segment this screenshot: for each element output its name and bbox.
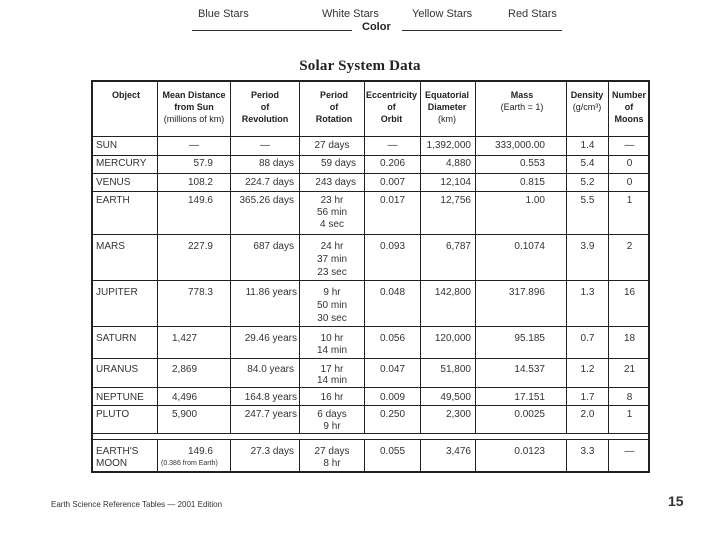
- object-name: SUN: [96, 140, 118, 151]
- distance-value: —: [189, 140, 199, 151]
- row-divider: [91, 358, 650, 359]
- row-divider: [91, 439, 650, 440]
- header-eccentricity: Eccentricity of Orbit: [365, 90, 418, 124]
- eccentricity-value: 0.206: [379, 158, 406, 169]
- moons-value: 16: [623, 287, 636, 298]
- rotation-value: 37 min: [316, 254, 347, 265]
- moons-value: 1: [626, 195, 633, 206]
- eccentricity-value: 0.093: [379, 241, 406, 252]
- object-name: JUPITER: [96, 287, 138, 298]
- header-object: Object: [111, 90, 140, 100]
- density-value: 5.4: [580, 158, 595, 169]
- revolution-value: 11.86 years: [245, 287, 297, 298]
- mass-value: 0.0025: [514, 409, 545, 420]
- rotation-value: 8 hr: [323, 458, 341, 469]
- density-value: 1.2: [580, 364, 595, 375]
- header-divider: [91, 136, 650, 137]
- color-key-white-stars: White Stars: [322, 8, 379, 20]
- row-divider: [91, 234, 650, 235]
- rotation-value: 50 min: [316, 300, 347, 311]
- density-value: 3.9: [580, 241, 595, 252]
- object-name: EARTH'S: [96, 446, 139, 457]
- density-value: 5.5: [580, 195, 595, 206]
- revolution-value: 29.46 years: [244, 333, 297, 344]
- density-value: 1.4: [580, 140, 595, 151]
- header-diameter: Equatorial Diameter (km): [424, 90, 469, 124]
- object-name: SATURN: [96, 333, 137, 344]
- color-key-yellow-stars: Yellow Stars: [412, 8, 473, 20]
- eccentricity-value: 0.007: [379, 177, 406, 188]
- column-divider: [475, 80, 476, 433]
- eccentricity-value: 0.048: [379, 287, 406, 298]
- moons-value: —: [624, 140, 635, 151]
- rotation-value: 243 days: [315, 177, 356, 188]
- object-name: URANUS: [96, 364, 139, 375]
- color-key-line-left: [192, 30, 352, 31]
- distance-value: 4,496: [172, 392, 198, 403]
- column-divider: [608, 80, 609, 433]
- diameter-value: 6,787: [445, 241, 471, 252]
- rotation-value: 16 hr: [320, 392, 344, 403]
- header-mass: Mass (Earth = 1): [500, 90, 544, 112]
- distance-value: 57.9: [193, 158, 213, 169]
- mass-value: 14.537: [514, 364, 545, 375]
- revolution-value: —: [260, 140, 270, 151]
- row-divider: [91, 191, 650, 192]
- diameter-value: 142,800: [434, 287, 471, 298]
- diameter-value: 49,500: [440, 392, 471, 403]
- moons-value: 2: [626, 241, 633, 252]
- page-number: 15: [668, 493, 684, 509]
- rotation-value: 9 hr: [323, 287, 341, 298]
- mass-value: 1.00: [525, 195, 545, 206]
- revolution-value: 88 days: [258, 158, 294, 169]
- page-title: Solar System Data: [299, 58, 421, 74]
- moons-value: 18: [623, 333, 636, 344]
- eccentricity-value: 0.055: [379, 446, 406, 457]
- mass-value: 0.0123: [514, 446, 545, 457]
- distance-value: 5,900: [172, 409, 198, 420]
- footer-text: Earth Science Reference Tables — 2001 Edition: [51, 500, 223, 509]
- rotation-value: 56 min: [316, 207, 347, 218]
- column-divider: [566, 80, 567, 433]
- object-name: PLUTO: [96, 409, 130, 420]
- row-divider: [91, 326, 650, 327]
- revolution-value: 687 days: [253, 241, 294, 252]
- column-divider: [230, 80, 231, 433]
- object-name: MERCURY: [96, 158, 147, 169]
- moons-value: —: [624, 446, 635, 457]
- row-divider: [91, 155, 650, 156]
- color-key-red-stars: Red Stars: [508, 8, 557, 20]
- header-revolution: Period of Revolution: [241, 90, 289, 124]
- diameter-value: 12,104: [440, 177, 471, 188]
- rotation-value: 24 hr: [320, 241, 344, 252]
- rotation-value: 59 days: [320, 158, 356, 169]
- color-key-blue-stars: Blue Stars: [198, 8, 249, 20]
- rotation-value: 23 hr: [320, 195, 344, 206]
- density-value: 5.2: [580, 177, 595, 188]
- rotation-value: 9 hr: [323, 421, 341, 432]
- distance-value: 149.6: [187, 195, 213, 206]
- column-divider: [420, 80, 421, 433]
- distance-value: 108.2: [187, 177, 213, 188]
- color-key: [190, 6, 570, 36]
- header-distance: Mean Distance from Sun (millions of km): [162, 90, 226, 124]
- density-value: 0.7: [580, 333, 595, 344]
- header-moons: Number of Moons: [611, 90, 646, 124]
- moons-value: 0: [626, 158, 633, 169]
- object-name: NEPTUNE: [96, 392, 144, 403]
- mass-value: 0.1074: [514, 241, 545, 252]
- diameter-value: 3,476: [445, 446, 471, 457]
- rotation-value: 6 days: [317, 409, 347, 420]
- distance-value: 149.6: [187, 446, 213, 457]
- density-value: 1.7: [580, 392, 595, 403]
- moons-value: 0: [626, 177, 633, 188]
- distance-value: 1,427: [172, 333, 198, 344]
- eccentricity-value: 0.250: [379, 409, 406, 420]
- density-value: 3.3: [580, 446, 595, 457]
- revolution-value: 164.8 years: [244, 392, 297, 403]
- distance-value: 227.9: [187, 241, 213, 252]
- revolution-value: 224.7 days: [245, 177, 294, 188]
- distance-value: 2,869: [172, 364, 198, 375]
- mass-value: 95.185: [514, 333, 545, 344]
- color-key-title: Color: [362, 21, 391, 33]
- eccentricity-value: 0.009: [379, 392, 406, 403]
- header-density: Density (g/cm³): [570, 90, 604, 112]
- rotation-value: 23 sec: [317, 267, 347, 278]
- rotation-value: 30 sec: [317, 313, 347, 324]
- row-divider: [91, 433, 650, 434]
- distance-value: 778.3: [187, 287, 213, 298]
- rotation-value: 14 min: [316, 345, 347, 356]
- rotation-value: 27 days: [314, 140, 350, 151]
- distance-note: (0.386 from Earth): [161, 460, 218, 467]
- eccentricity-value: 0.056: [379, 333, 406, 344]
- rotation-value: 10 hr: [320, 333, 344, 344]
- header-rotation: Period of Rotation: [315, 90, 353, 124]
- object-name: MARS: [96, 241, 125, 252]
- diameter-value: 4,880: [445, 158, 471, 169]
- density-value: 2.0: [580, 409, 595, 420]
- row-divider: [91, 280, 650, 281]
- mass-value: 317.896: [508, 287, 545, 298]
- eccentricity-value: 0.017: [379, 195, 406, 206]
- revolution-value: 84.0 years: [247, 364, 294, 375]
- eccentricity-value: 0.047: [379, 364, 406, 375]
- mass-value: 0.815: [519, 177, 545, 188]
- row-divider: [91, 387, 650, 388]
- object-name: EARTH: [96, 195, 130, 206]
- rotation-value: 27 days: [314, 446, 350, 457]
- object-name: VENUS: [96, 177, 131, 188]
- mass-value: 17.151: [514, 392, 545, 403]
- mass-value: 333,000.00: [494, 140, 545, 151]
- row-divider: [91, 405, 650, 406]
- rotation-value: 14 min: [316, 375, 347, 386]
- revolution-value: 27.3 days: [250, 446, 294, 457]
- moons-value: 1: [626, 409, 633, 420]
- mass-value: 0.553: [519, 158, 545, 169]
- diameter-value: 120,000: [434, 333, 471, 344]
- moons-value: 21: [623, 364, 636, 375]
- column-divider: [157, 80, 158, 433]
- moons-value: 8: [626, 392, 633, 403]
- revolution-value: 247.7 years: [244, 409, 297, 420]
- diameter-value: 51,800: [440, 364, 471, 375]
- color-key-line-right: [402, 30, 562, 31]
- diameter-value: 2,300: [445, 409, 471, 420]
- eccentricity-value: —: [387, 140, 398, 151]
- rotation-value: 4 sec: [320, 219, 344, 230]
- revolution-value: 365.26 days: [239, 195, 294, 206]
- column-divider: [364, 80, 365, 433]
- row-divider: [91, 173, 650, 174]
- object-name: MOON: [96, 458, 128, 469]
- rotation-value: 17 hr: [320, 364, 344, 375]
- diameter-value: 12,756: [440, 195, 471, 206]
- density-value: 1.3: [580, 287, 595, 298]
- diameter-value: 1,392,000: [426, 140, 471, 151]
